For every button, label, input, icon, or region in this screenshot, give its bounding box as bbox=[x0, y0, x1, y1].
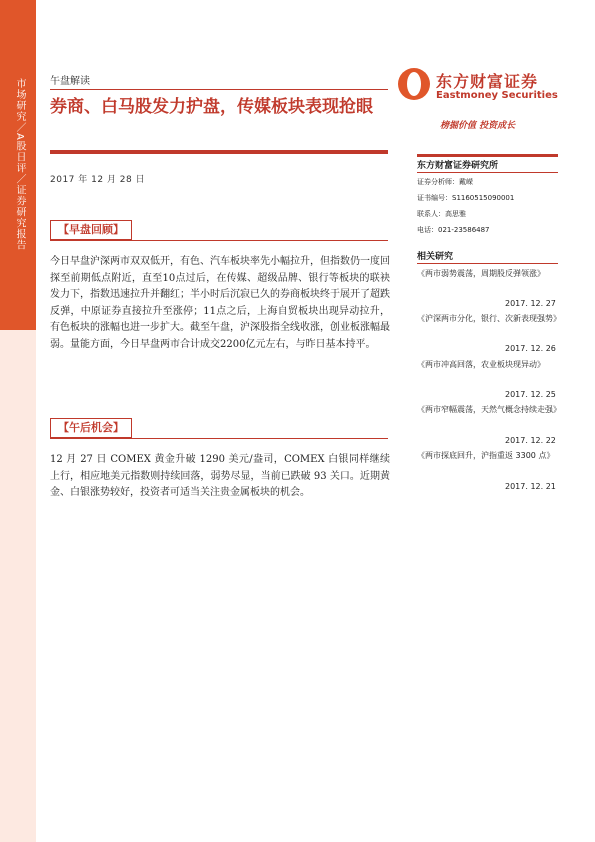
contact-phone: 电话：021-23586487 bbox=[417, 226, 490, 234]
brand-logo bbox=[398, 68, 558, 108]
report-category: 午盘解读 bbox=[50, 76, 90, 87]
related-heading bbox=[417, 249, 558, 262]
related-item-title[interactable]: 《两市探底回升，沪指重返 3300 点》 bbox=[417, 451, 555, 460]
related-item-date: 2017. 12. 27 bbox=[505, 299, 556, 308]
page-title: 券商、白马股发力护盘，传媒板块表现抢眼 bbox=[50, 97, 373, 117]
related-heading-label: 相关研究 bbox=[417, 252, 454, 262]
sidebar-band bbox=[0, 0, 36, 842]
brand-name-cn: 东方财富证券 bbox=[436, 72, 539, 91]
institute-bottom-bar bbox=[417, 172, 558, 173]
institute-heading bbox=[417, 158, 558, 171]
analyst-name: 证券分析师：戴嵘 bbox=[417, 178, 473, 186]
related-item-date: 2017. 12. 25 bbox=[505, 390, 556, 399]
section-divider bbox=[50, 240, 388, 241]
section-heading-label: 【午后机会】 bbox=[50, 418, 132, 438]
related-item-title[interactable]: 《两市窄幅震荡，天然气概念持续走强》 bbox=[417, 405, 561, 414]
report-date: 2017 年 12 月 28 日 bbox=[50, 175, 146, 185]
brand-slogan: 榜掘价值 投资成长 bbox=[440, 121, 516, 131]
related-item-title[interactable]: 《沪深两市分化，银行、次新表现强势》 bbox=[417, 314, 561, 323]
section-body-morning-review: 今日早盘沪深两市双双低开，有色、汽车板块率先小幅拉升，但指数仍一度回探至前期低点附近，直至10点过后，在传媒、超级品牌、银行等板块的联袂发力下，指数迅速拉升并翻红；半小时后沉寂已久的券商板块终于展开了超跌反弹，中原证券直接拉升至涨停；11点之后，上海自贸板块出现异动拉升，有色板块的涨幅也进一步扩大。截至午盘，沪深股指全线收涨，创业板涨幅最弱。量能方面，今日早盘两市合计成交2200亿元左右，与昨日基本持平。 bbox=[50, 256, 390, 350]
institute-top-bar bbox=[417, 154, 558, 157]
logo-mark-icon bbox=[398, 68, 430, 100]
related-item-date: 2017. 12. 26 bbox=[505, 344, 556, 353]
section-heading-morning-review bbox=[50, 220, 132, 240]
category-divider bbox=[50, 89, 388, 90]
related-item-date: 2017. 12. 21 bbox=[505, 482, 556, 491]
brand-name-en: Eastmoney Securities bbox=[436, 90, 558, 101]
related-item-date: 2017. 12. 22 bbox=[505, 436, 556, 445]
section-divider bbox=[50, 438, 388, 439]
sidebar-text: 市场研究／A股日评／证券研究报告 bbox=[14, 78, 25, 251]
section-body-afternoon-opportunity: 12 月 27 日 COMEX 黄金升破 1290 美元/盎司，COMEX 白银同样继续上行，相应地美元指数则持续回落，弱势尽显，当前已跌破 93 关口。近期黄金、白银涨势较好，投资者可适当关注贵金属板块的机会。 bbox=[50, 454, 390, 498]
institute-name: 东方财富证券研究所 bbox=[417, 161, 499, 171]
section-heading-label: 【早盘回顾】 bbox=[50, 220, 132, 240]
analyst-cert: 证书编号：S1160515090001 bbox=[417, 194, 515, 202]
related-divider bbox=[417, 263, 558, 264]
contact-person: 联系人：高思雅 bbox=[417, 210, 466, 218]
related-item-title[interactable]: 《两市弱势震荡，周期股反弹领涨》 bbox=[417, 269, 545, 278]
related-item-title[interactable]: 《两市冲高回落，农业板块现异动》 bbox=[417, 360, 545, 369]
title-divider bbox=[50, 150, 388, 154]
section-heading-afternoon-opportunity bbox=[50, 418, 132, 438]
